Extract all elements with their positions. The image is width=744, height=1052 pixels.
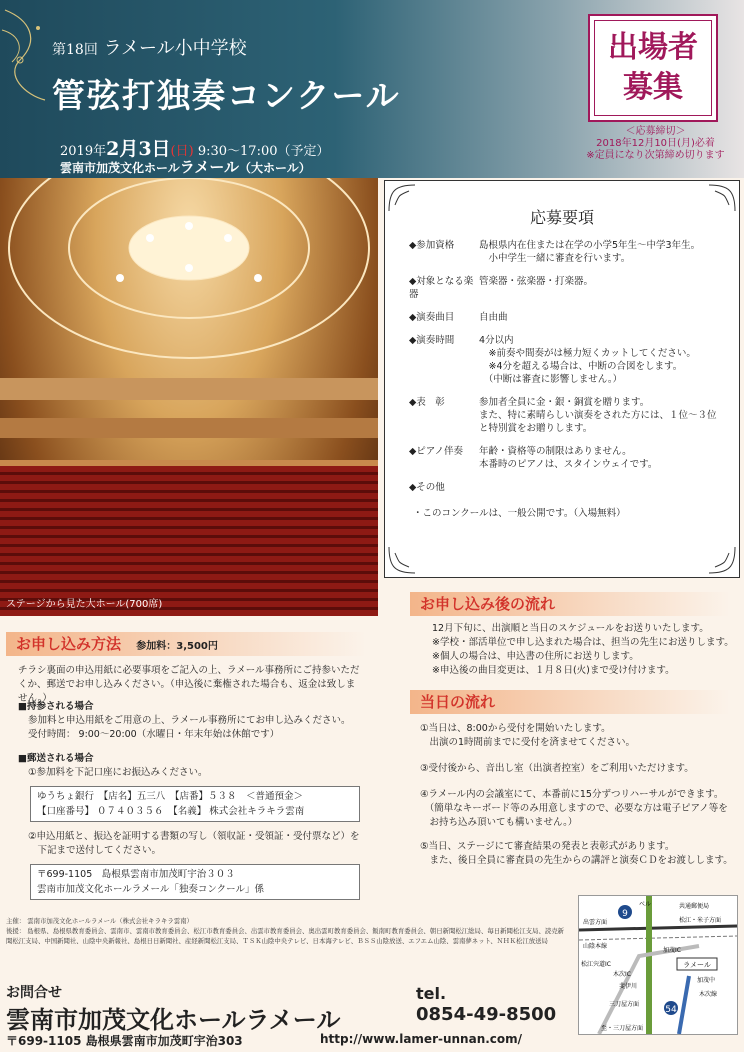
guideline-row: ◆演奏時間 4分以内 ※前奏や間奏がは極力短くカットしてください。 ※4分を超える場合は、中断の合図をします。 （中断は審査に影響しません。） [409, 335, 696, 385]
deadline-note: ＜応募締切＞ 2018年12月10日(月)必着 ※定員になり次第締め切ります [586, 126, 725, 161]
svg-text:至・三刀屋方面: 至・三刀屋方面 [601, 1025, 644, 1032]
bank-account-box: ゆうちょ銀行 【店名】五三八 【店番】５３８ ＜普通預金＞ 【口座番号】 ０７４０３５６ 【名義】 株式会社キラキラ雲南 [30, 786, 360, 822]
guideline-row: ◆表 彰 参加者全員に金・銀・銅賞を贈ります。 また、特に素晴らしい演奏をされた方には、１位～３位と特別賞をお贈りします。 [409, 397, 717, 434]
mail-step1: ①参加料を下記口座にお振込みください。 [28, 767, 208, 778]
event-edition: 第18回 ラメール小中学校 [52, 38, 247, 59]
svg-text:木次線: 木次線 [699, 991, 718, 998]
day-step: ③受付後から、音出し室（出演者控室）をご利用いただけます。 [420, 763, 694, 774]
photo-caption: ステージから見た大ホール(700席) [6, 599, 163, 610]
day-step: ④ラメール内の会議室にて、本番前に15分ずつリハーサルができます。 （簡単なキーボード等のみ用意しますので、必要な方は電子ピアノ等を お持ち込み頂いても構いません。） [420, 789, 728, 828]
day-step: ⑤当日、ステージにて審査結果の発表と表彰式があります。 また、後日全員に審査員の先生からの講評と演奏ＣＤをお渡しします。 [420, 841, 733, 866]
bring-heading: ■持参される場合 [18, 701, 94, 712]
svg-text:斐伊川: 斐伊川 [619, 983, 638, 990]
guidelines-list [409, 239, 725, 528]
guidelines-title: 応募要項 [529, 208, 594, 227]
day-heading: 当日の流れ [410, 690, 730, 714]
mail-step2: ②申込用紙と、振込を証明する書類の写し（領収証・受領証・受付票など）を 下記まで送付してください。 [28, 831, 360, 856]
svg-text:木次IC: 木次IC [613, 971, 631, 978]
svg-text:9: 9 [622, 909, 628, 919]
guideline-row: ◆対象となる楽器 管楽器・弦楽器・打楽器。 [409, 276, 594, 300]
day-step: ①当日は、8:00から受付を開始いたします。 出演の1時間前までに受付を済ませてください。 [420, 723, 636, 748]
guideline-row: ◆演奏曲目 自由曲 [409, 312, 508, 323]
hall-photo [0, 178, 378, 616]
svg-text:山陰本線: 山陰本線 [583, 943, 608, 950]
mail-heading: ■郵送される場合 [18, 753, 94, 764]
event-title: 管弦打独奏コンクール [52, 76, 401, 115]
svg-text:松江・米子方面: 松江・米子方面 [679, 917, 722, 924]
event-date: 2019年2月3日(日) 9:30～17:00（予定） [60, 138, 330, 160]
apply-heading: お申し込み方法 参加料：3,500円 [6, 632, 366, 656]
contact-address: 〒699-1105 島根県雲南市加茂町宇治303 [6, 1034, 243, 1048]
apply-intro: チラシ裏面の申込用紙に必要事項をご記入の上、ラメール事務所にご持参いただくか、郵送でお申し込みください。（申込後に棄権された場合も、返金は致しません。） [18, 665, 360, 704]
dome-ceiling-icon [0, 178, 378, 478]
seats [0, 466, 378, 616]
guidelines-box [384, 180, 740, 578]
recruit-badge: 出場者 募集 [588, 14, 718, 122]
svg-text:ラメール: ラメール [683, 961, 711, 969]
contact-hall-name: 雲南市加茂文化ホールラメール [6, 1006, 341, 1034]
guideline-row: ◆参加資格 島根県内在住または在学の小学5年生～中学3年生。 小中学生一緒に審査を行います。 [409, 240, 701, 264]
svg-text:加茂IC: 加茂IC [663, 947, 681, 954]
svg-text:松江宍道IC: 松江宍道IC [581, 961, 611, 968]
svg-text:共通郵便局: 共通郵便局 [679, 903, 710, 910]
svg-text:出雲方面: 出雲方面 [583, 919, 608, 926]
after-heading: お申し込み後の流れ [410, 592, 730, 616]
contact-url-link[interactable]: http://www.lamer-unnan.com/ [320, 1032, 523, 1046]
map-graphic [579, 896, 737, 1034]
guideline-row: ◆ピアノ伴奏 年齢・資格等の制限はありません。 本番時のピアノは、スタインウェイです。 [409, 446, 658, 470]
svg-text:加茂中: 加茂中 [697, 977, 716, 984]
sponsor-info: 主催： 雲南市加茂文化ホールラメール（株式会社キラキラ雲南） 後援： 島根県、島根県教育委員会、雲南市、雲南市教育委員会、松江市教育委員会、出雲市教育委員会、奥出雲町教育委員会、飯南町教育委員会、朝日新聞松江総局、毎日新聞松江支局、読売新聞松江支局、中国新聞社、山陰中央新報社、島根日日新聞社、産経新聞松江支局、ＴＳＫ山陰中央テレビ、日本海テレビ、ＢＳＳ山陰放送、エフエム山陰、雲南夢ネット、ＮＨＫ松江放送局 [6, 917, 565, 945]
ornament-icon [0, 0, 60, 110]
tel-number[interactable]: 0854-49-8500 [416, 1004, 557, 1025]
svg-text:54: 54 [665, 1005, 677, 1015]
contact-title: お問合せ [6, 985, 62, 1001]
tel-label: tel. [416, 984, 447, 1003]
bring-text: 参加料と申込用紙をご用意の上、ラメール事務所にてお申し込みください。 [28, 715, 351, 726]
after-text: 12月下旬に、出演順と当日のスケジュールをお送りいたします。 ※学校・部活単位で申し込まれた場合は、担当の先生にお送りします。 ※個人の場合は、申込書の住所にお送りします。 ※申込後の曲目変更は、１月８日(火)まで受け付けます。 [432, 623, 734, 676]
guideline-row: ◆その他 ・このコンクールは、一般公開です。（入場無料） [409, 482, 626, 519]
svg-text:三刀屋方面: 三刀屋方面 [609, 1001, 640, 1008]
event-venue: 雲南市加茂文化ホールラメール（大ホール） [60, 158, 311, 176]
svg-text:ベル: ベル [639, 901, 652, 908]
mail-address-box: 〒699-1105 島根県雲南市加茂町宇治３０３ 雲南市加茂文化ホールラメール「独奏コンクール」係 [30, 864, 360, 900]
bring-hours: 受付時間： 9:00～20:00（水曜日・年末年始は休館です） [28, 729, 280, 740]
access-map [578, 895, 738, 1035]
